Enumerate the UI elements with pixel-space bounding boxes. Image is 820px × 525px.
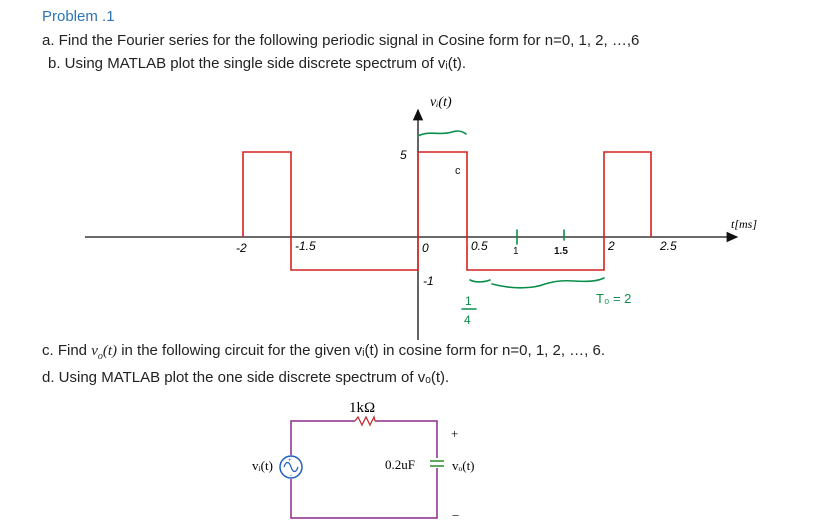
handwritten-quarter-numerator: 1 [465, 294, 472, 308]
part-b-text: b. Using MATLAB plot the single side discrete spectrum of vᵢ(t). [48, 55, 467, 72]
ac-source-minus: − [289, 473, 293, 479]
handwritten-1-5-label: 1.5 [554, 246, 568, 257]
capacitor-label: 0.2uF [385, 457, 415, 472]
brace-bottom-short [470, 280, 490, 282]
output-minus-sign: − [452, 508, 460, 523]
circuit-wire-top-left [291, 421, 355, 455]
output-plus-sign: + [451, 426, 459, 441]
problem-title: Problem .1 [42, 8, 115, 25]
circuit-wire-top-right [375, 421, 437, 458]
part-c-subscript: o [97, 351, 103, 362]
handwritten-c-mark: c [455, 165, 461, 177]
part-a-text: a. Find the Fourier series for the following periodic signal in Cosine form for n=0, 1, 2, …,6 [42, 32, 640, 49]
handwritten-1-label: 1 [513, 246, 519, 257]
level-low-label: -1 [423, 274, 434, 288]
level-high-label: 5 [400, 148, 407, 162]
tick-label-neg1-5: -1.5 [295, 239, 316, 253]
resistor-symbol [355, 417, 375, 425]
brace-top [418, 131, 466, 136]
brace-bottom-long [492, 278, 604, 288]
y-axis-label: vᵢ(t) [430, 95, 452, 110]
tick-label-2: 2 [608, 239, 615, 253]
part-c-var: v [91, 343, 98, 359]
source-label: vᵢ(t) [252, 458, 273, 473]
x-axis-label: t[ms] [731, 217, 758, 231]
rc-circuit [280, 417, 444, 518]
tick-label-2-5: 2.5 [660, 239, 677, 253]
handwritten-period-label: T₀ = 2 [596, 291, 632, 306]
part-c-suffix: in the following circuit for the given vᵢ(t) in cosine form for n=0, 1, 2, …, 6. [117, 342, 606, 359]
output-label: vₒ(t) [452, 458, 475, 473]
part-d-text: d. Using MATLAB plot the one side discrete spectrum of vₒ(t). [42, 369, 450, 386]
circuit-wire-bottom [291, 468, 437, 518]
tick-label-0-5: 0.5 [471, 239, 488, 253]
tick-label-0: 0 [422, 241, 429, 255]
handwritten-quarter-denominator: 4 [464, 313, 471, 327]
part-c-arg: (t) [102, 343, 118, 359]
handwritten-annotations [418, 131, 604, 309]
tick-label-neg2: -2 [236, 241, 247, 255]
part-c-prefix: c. Find [42, 342, 92, 359]
ac-source-plus: + [288, 458, 292, 464]
resistor-label: 1kΩ [349, 400, 376, 416]
